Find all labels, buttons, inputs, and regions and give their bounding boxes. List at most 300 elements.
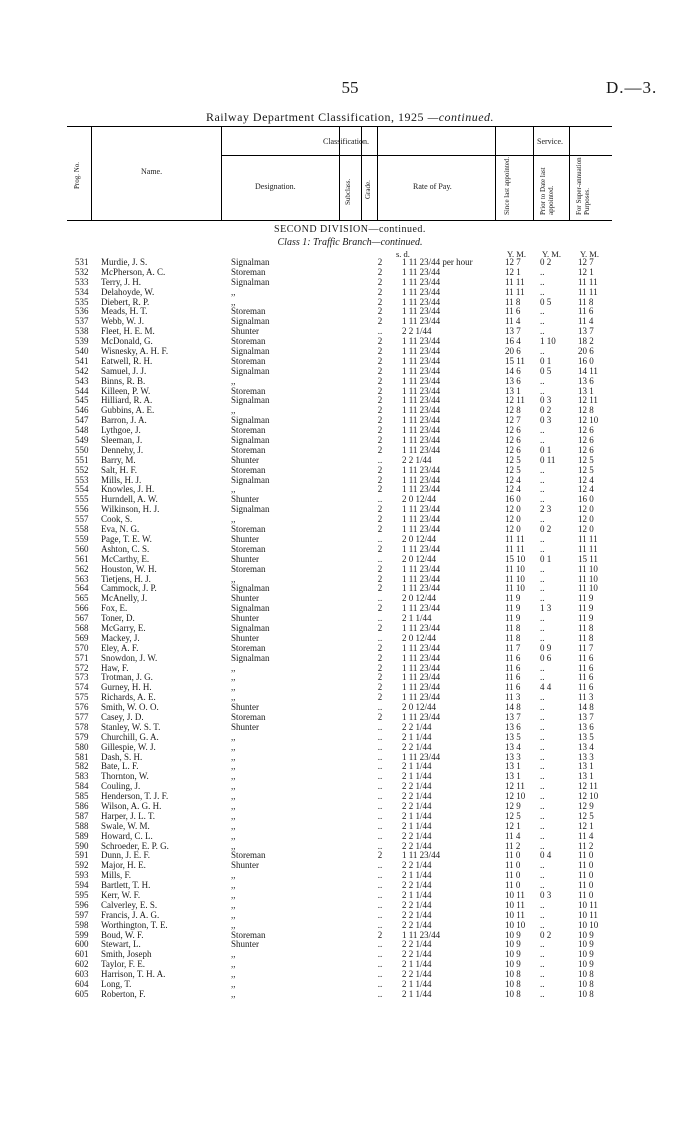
employee-name: Haw, F. <box>101 662 129 673</box>
since-last-appointed: 11 9 <box>505 593 521 604</box>
employee-name: Dennehy, J. <box>101 444 144 455</box>
grade: .. <box>377 741 383 752</box>
employee-name: Wilson, A. G. H. <box>101 800 162 811</box>
prior-to-appointment: .. <box>540 761 545 772</box>
rate-of-pay: 1 11 23/44 <box>402 395 441 406</box>
prog-no: 543 <box>75 375 89 386</box>
units-sd: s. d. <box>396 249 410 259</box>
employee-name: Knowles, J. H. <box>101 484 155 495</box>
since-last-appointed: 11 9 <box>505 613 521 624</box>
prog-no: 593 <box>75 870 89 881</box>
prior-to-appointment: 4 4 <box>540 682 552 693</box>
since-last-appointed: 12 9 <box>505 800 521 811</box>
prog-no: 552 <box>75 464 89 475</box>
employee-name: Couling, J. <box>101 781 141 792</box>
prog-no: 601 <box>75 949 89 960</box>
employee-name: Page, T. E. W. <box>101 533 152 544</box>
superannuation-service: 11 8 <box>578 296 594 307</box>
staff-table <box>0 258 700 1000</box>
employee-name: Kerr, W. F. <box>101 890 141 900</box>
grade: 2 <box>377 296 383 307</box>
rate-of-pay: 2 0 12/44 <box>402 494 437 505</box>
grade: 2 <box>377 306 383 317</box>
grade: .. <box>377 593 383 604</box>
grade: 2 <box>377 365 383 376</box>
grade: 2 <box>377 435 383 446</box>
employee-name: Major, H. E. <box>101 860 146 871</box>
designation: Signalman <box>231 346 270 357</box>
superannuation-service: 11 9 <box>578 593 594 604</box>
prog-no: 574 <box>75 682 89 693</box>
rate-of-pay: 2 2 1/44 <box>402 721 432 732</box>
prog-no: 547 <box>75 415 89 426</box>
grade: .. <box>377 326 383 337</box>
prior-to-appointment: .. <box>540 949 545 960</box>
superannuation-service: 14 11 <box>578 365 598 376</box>
since-last-appointed: 10 8 <box>505 988 521 999</box>
prior-to-appointment: .. <box>540 731 545 742</box>
grade: 2 <box>377 346 383 357</box>
rate-of-pay: 2 1 1/44 <box>402 870 432 881</box>
designation: Signalman <box>231 415 270 426</box>
since-last-appointed: 12 7 <box>505 257 521 267</box>
since-last-appointed: 11 11 <box>505 543 525 554</box>
grade: 2 <box>377 395 383 406</box>
employee-name: Barry, M. <box>101 454 136 465</box>
prog-no: 539 <box>75 336 89 347</box>
superannuation-service: 12 6 <box>578 425 594 436</box>
grade: .. <box>377 761 383 772</box>
employee-name: Swale, W. M. <box>101 820 150 831</box>
rate-of-pay: 1 11 23/44 <box>402 672 441 683</box>
employee-name: Terry, J. H. <box>101 276 142 287</box>
employee-name: Cammock, J. P. <box>101 583 157 594</box>
grade: .. <box>377 899 383 910</box>
rate-of-pay: 1 11 23/44 <box>402 563 441 574</box>
prior-to-appointment: .. <box>540 563 545 574</box>
prior-to-appointment: .. <box>540 632 545 643</box>
since-last-appointed: 12 4 <box>505 484 521 495</box>
designation: ,, <box>231 979 236 990</box>
rate-of-pay: 1 11 23/44 <box>402 692 441 703</box>
rate-of-pay: 1 11 23/44 <box>402 504 441 515</box>
prior-to-appointment: .. <box>540 622 545 633</box>
grade: .. <box>377 632 383 643</box>
grade: .. <box>377 840 383 851</box>
prior-to-appointment: .. <box>540 800 545 811</box>
prog-no: 594 <box>75 880 89 891</box>
grade: 2 <box>377 672 383 683</box>
prior-to-appointment: 0 2 <box>540 929 552 940</box>
grade: .. <box>377 860 383 871</box>
designation: Storeman <box>231 929 266 940</box>
prior-to-appointment: .. <box>540 514 545 525</box>
name-header: Name. <box>141 167 163 176</box>
prog-no: 542 <box>75 365 89 376</box>
since-last-appointed: 12 11 <box>505 781 525 792</box>
designation: Signalman <box>231 652 270 663</box>
prog-no: 535 <box>75 296 89 307</box>
division-heading: SECOND DIVISION—continued. <box>274 224 426 235</box>
prior-to-appointment: .. <box>540 909 545 920</box>
employee-name: Mills, F. <box>101 870 132 881</box>
superannuation-service: 11 7 <box>578 642 594 653</box>
prior-to-appointment: 0 11 <box>540 454 556 465</box>
prog-no: 572 <box>75 662 89 673</box>
grade: .. <box>377 613 383 624</box>
classification-header: Classification. <box>323 137 369 146</box>
since-last-appointed: 11 7 <box>505 642 521 653</box>
superannuation-service: 12 4 <box>578 484 594 495</box>
rate-of-pay: 2 2 1/44 <box>402 880 432 891</box>
prior-to-appointment: .. <box>540 276 545 287</box>
employee-name: Long, T. <box>101 979 132 990</box>
prior-to-appointment: .. <box>540 840 545 851</box>
superannuation-service: 10 11 <box>578 899 598 910</box>
grade: .. <box>377 870 383 881</box>
rate-of-pay: 2 0 12/44 <box>402 702 437 713</box>
employee-name: Churchill, G. A. <box>101 731 159 742</box>
since-last-appointed: 11 6 <box>505 662 521 673</box>
superannuation-service: 12 5 <box>578 464 594 475</box>
designation: Shunter <box>231 632 259 643</box>
running-title <box>0 110 700 125</box>
since-last-appointed: 11 4 <box>505 830 521 841</box>
grade: .. <box>377 909 383 920</box>
superannuation-service: 13 5 <box>578 731 594 742</box>
prior-to-appointment: .. <box>540 820 545 831</box>
grade: 2 <box>377 682 383 693</box>
grade: .. <box>377 553 383 564</box>
superannuation-service: 12 8 <box>578 405 594 416</box>
employee-name: Murdie, J. S. <box>101 257 148 267</box>
designation: Signalman <box>231 583 270 594</box>
grade: 2 <box>377 850 383 861</box>
prior-to-appointment: .. <box>540 326 545 337</box>
grade: .. <box>377 949 383 960</box>
prior-to-appointment: 0 1 <box>540 444 552 455</box>
rate-of-pay: 2 2 1/44 <box>402 939 432 950</box>
superannuation-service: 11 4 <box>578 830 594 841</box>
since-last-appointed: 11 10 <box>505 563 525 574</box>
prog-no: 553 <box>75 474 89 485</box>
since-last-appointed: 11 11 <box>505 286 525 297</box>
prior-to-appointment: .. <box>540 751 545 762</box>
superannuation-service: 11 11 <box>578 533 598 544</box>
since-last-appointed: 11 11 <box>505 533 525 544</box>
superannuation-service: 13 1 <box>578 761 594 772</box>
employee-name: Tietjens, H. J. <box>101 573 151 584</box>
designation: Shunter <box>231 454 259 465</box>
grade: 2 <box>377 257 383 267</box>
prior-to-appointment: .. <box>540 662 545 673</box>
superannuation-service: 11 6 <box>578 682 594 693</box>
employee-name: Toner, D. <box>101 613 135 624</box>
designation: Signalman <box>231 435 270 446</box>
prog-no: 588 <box>75 820 89 831</box>
rate-of-pay: 2 1 1/44 <box>402 890 432 900</box>
superannuation-service: 11 0 <box>578 880 594 891</box>
superannuation-service: 11 10 <box>578 573 598 584</box>
superannuation-service: 12 6 <box>578 435 594 446</box>
rate-of-pay: 1 11 23/44 <box>402 355 441 366</box>
superannuation-service: 13 6 <box>578 375 594 386</box>
prog-no: 598 <box>75 919 89 930</box>
superannuation-service: 11 8 <box>578 632 594 643</box>
rate-of-pay-header: Rate of Pay. <box>413 182 452 191</box>
designation: ,, <box>231 890 236 900</box>
grade: .. <box>377 830 383 841</box>
grade: 2 <box>377 375 383 386</box>
since-last-appointed: 11 3 <box>505 692 521 703</box>
since-last-appointed: 11 8 <box>505 632 521 643</box>
superannuation-service: 13 1 <box>578 385 594 396</box>
designation: Storeman <box>231 336 266 347</box>
employee-name: Mackey, J. <box>101 632 140 643</box>
employee-name: Bartlett, T. H. <box>101 880 151 891</box>
prior-to-appointment: .. <box>540 711 545 722</box>
rate-of-pay: 1 11 23/44 <box>402 682 441 693</box>
employee-name: Wisnesky, A. H. F. <box>101 346 169 357</box>
superannuation-service: 12 1 <box>578 820 594 831</box>
superannuation-service: 11 2 <box>578 840 594 851</box>
designation: Shunter <box>231 613 259 624</box>
superannuation-service: 11 9 <box>578 613 594 624</box>
employee-name: Taylor, F. E. <box>101 959 146 970</box>
document-reference: D.—3. <box>606 78 658 97</box>
employee-name: Calverley, E. S. <box>101 899 158 910</box>
prior-to-appointment: .. <box>540 435 545 446</box>
superannuation-header: For Super-annuation Purposes. <box>575 157 591 215</box>
employee-name: Hilliard, R. A. <box>101 395 153 406</box>
employee-name: Smith, W. O. O. <box>101 702 159 713</box>
since-last-appointed: 11 0 <box>505 870 521 881</box>
prior-to-appointment: .. <box>540 306 545 317</box>
prog-no: 566 <box>75 603 89 614</box>
designation: ,, <box>231 484 236 495</box>
prog-no: 534 <box>75 286 89 297</box>
prog-no: 555 <box>75 494 89 505</box>
prior-to-appointment: .. <box>540 870 545 881</box>
designation: Shunter <box>231 939 259 950</box>
grade: 2 <box>377 573 383 584</box>
grade: 2 <box>377 692 383 703</box>
rate-of-pay: 2 2 1/44 <box>402 909 432 920</box>
rate-of-pay: 1 11 23/44 <box>402 266 441 277</box>
grade: 2 <box>377 405 383 416</box>
employee-name: Salt, H. F. <box>101 464 138 475</box>
since-last-appointed: 11 6 <box>505 672 521 683</box>
since-last-appointed: 11 11 <box>505 276 525 287</box>
employee-name: Meads, H. T. <box>101 306 148 317</box>
since-last-appointed: 12 5 <box>505 464 521 475</box>
grade: .. <box>377 919 383 930</box>
grade: .. <box>377 454 383 465</box>
prior-to-appointment: 0 1 <box>540 553 552 564</box>
prior-to-appointment: 0 2 <box>540 405 552 416</box>
units-ym-prior: Y. M. <box>542 249 561 259</box>
superannuation-service: 10 9 <box>578 939 594 950</box>
grade: 2 <box>377 652 383 663</box>
designation: Storeman <box>231 543 266 554</box>
designation: Shunter <box>231 494 259 505</box>
rate-of-pay: 1 11 23/44 <box>402 652 441 663</box>
prior-to-appointment: .. <box>540 346 545 357</box>
superannuation-service: 13 3 <box>578 751 594 762</box>
since-last-appointed: 10 11 <box>505 909 525 920</box>
designation: ,, <box>231 296 236 307</box>
employee-name: Mills, H. J. <box>101 474 142 485</box>
employee-name: Francis, J. A. G. <box>101 909 160 920</box>
since-last-appointed: 16 4 <box>505 336 521 347</box>
prog-no: 556 <box>75 504 89 515</box>
designation: Shunter <box>231 860 259 871</box>
prog-no: 545 <box>75 395 89 406</box>
grade: .. <box>377 969 383 980</box>
employee-name: Fox, E. <box>101 603 128 614</box>
prior-to-appointment: .. <box>540 316 545 327</box>
designation: Shunter <box>231 702 259 713</box>
employee-name: Harper, J. L. T. <box>101 810 156 821</box>
employee-name: Casey, J. D. <box>101 711 144 722</box>
since-last-appointed: 13 7 <box>505 326 521 337</box>
prog-no: 604 <box>75 979 89 990</box>
prior-to-appointment: .. <box>540 791 545 802</box>
employee-name: Roberton, F. <box>101 988 146 999</box>
prog-no: 548 <box>75 425 89 436</box>
rate-of-pay: 2 2 1/44 <box>402 969 432 980</box>
prog-no: 551 <box>75 454 89 465</box>
rate-of-pay: 1 11 23/44 <box>402 464 441 475</box>
prog-no: 533 <box>75 276 89 287</box>
superannuation-service: 18 2 <box>578 336 594 347</box>
superannuation-service: 13 4 <box>578 741 594 752</box>
designation: Signalman <box>231 474 270 485</box>
prog-no: 567 <box>75 613 89 624</box>
page-number: 55 <box>341 78 359 97</box>
rate-of-pay: 2 1 1/44 <box>402 613 432 624</box>
superannuation-service: 12 11 <box>578 395 598 406</box>
prior-to-appointment: .. <box>540 988 545 999</box>
prior-to-appointment: 1 10 <box>540 336 556 347</box>
since-last-appointed: 15 11 <box>505 355 525 366</box>
since-last-appointed: 12 8 <box>505 405 521 416</box>
rate-of-pay: 2 1 1/44 <box>402 988 432 999</box>
prog-no: 531 <box>75 257 89 267</box>
since-last-appointed: 10 9 <box>505 939 521 950</box>
rate-of-pay: 1 11 23/44 <box>402 425 441 436</box>
rate-of-pay: 2 1 1/44 <box>402 761 432 772</box>
since-last-appointed: 13 1 <box>505 761 521 772</box>
prog-no: 576 <box>75 702 89 713</box>
grade: 2 <box>377 563 383 574</box>
prior-to-appointment: .. <box>540 425 545 436</box>
prior-to-appointment: 0 6 <box>540 652 552 663</box>
prior-to-appointment: .. <box>540 771 545 782</box>
since-last-appointed: 13 1 <box>505 771 521 782</box>
since-last-appointed: 12 0 <box>505 514 521 525</box>
since-last-appointed: 12 6 <box>505 435 521 446</box>
since-last-header: Since last appointed. <box>503 156 511 215</box>
since-last-appointed: 12 11 <box>505 395 525 406</box>
grade: 2 <box>377 415 383 426</box>
grade: 2 <box>377 316 383 327</box>
grade: .. <box>377 702 383 713</box>
rate-of-pay: 2 2 1/44 <box>402 454 432 465</box>
designation: ,, <box>231 771 236 782</box>
prog-no: 596 <box>75 899 89 910</box>
prog-no: 570 <box>75 642 89 653</box>
employee-name: Gurney, H. H. <box>101 682 152 693</box>
superannuation-service: 11 10 <box>578 583 598 594</box>
prior-to-appointment: 0 3 <box>540 890 552 900</box>
rate-of-pay: 2 0 12/44 <box>402 533 437 544</box>
employee-name: Trotman, J. G. <box>101 672 153 683</box>
rate-of-pay: 2 1 1/44 <box>402 820 432 831</box>
rate-of-pay: 1 11 23/44 <box>402 603 441 614</box>
grade: 2 <box>377 642 383 653</box>
prior-to-appointment: .. <box>540 959 545 970</box>
rate-of-pay: 1 11 23/44 <box>402 484 441 495</box>
prior-to-appointment: .. <box>540 474 545 485</box>
designation: Storeman <box>231 642 266 653</box>
superannuation-service: 11 11 <box>578 286 598 297</box>
superannuation-service: 11 6 <box>578 662 594 673</box>
prog-no: 580 <box>75 741 89 752</box>
employee-name: Stanley, W. S. T. <box>101 721 161 732</box>
units-ym-since: Y. M. <box>507 249 526 259</box>
designation: ,, <box>231 909 236 920</box>
grade: .. <box>377 890 383 900</box>
grade: 2 <box>377 484 383 495</box>
prog-no: 538 <box>75 326 89 337</box>
designation: ,, <box>231 791 236 802</box>
prog-no: 583 <box>75 771 89 782</box>
since-last-appointed: 20 6 <box>505 346 521 357</box>
prog-no: 590 <box>75 840 89 851</box>
prior-to-appointment: .. <box>540 702 545 713</box>
designation: ,, <box>231 573 236 584</box>
since-last-appointed: 11 6 <box>505 306 521 317</box>
superannuation-service: 10 8 <box>578 979 594 990</box>
employee-name: McAnelly, J. <box>101 593 148 604</box>
running-title-suffix: —continued. <box>427 110 495 124</box>
designation: ,, <box>231 880 236 891</box>
superannuation-service: 12 11 <box>578 781 598 792</box>
grade: .. <box>377 820 383 831</box>
grade: .. <box>377 939 383 950</box>
prior-to-appointment: .. <box>540 860 545 871</box>
since-last-appointed: 13 5 <box>505 731 521 742</box>
employee-name: Ashton, C. S. <box>101 543 150 554</box>
superannuation-service: 12 0 <box>578 504 594 515</box>
prior-to-appointment: .. <box>540 741 545 752</box>
designation: ,, <box>231 810 236 821</box>
superannuation-service: 12 5 <box>578 454 594 465</box>
employee-name: McCarthy, E. <box>101 553 150 564</box>
prog-no: 550 <box>75 444 89 455</box>
rate-of-pay: 2 2 1/44 <box>402 830 432 841</box>
rate-of-pay: 1 11 23/44 <box>402 474 441 485</box>
grade: .. <box>377 810 383 821</box>
employee-name: McPherson, A. C. <box>101 266 166 277</box>
prior-to-appointment: 0 9 <box>540 642 552 653</box>
grade: 2 <box>377 355 383 366</box>
since-last-appointed: 12 10 <box>505 791 526 802</box>
running-title-text: Railway Department Classification, 1925 <box>205 110 425 124</box>
designation: Shunter <box>231 533 259 544</box>
since-last-appointed: 12 7 <box>505 415 521 426</box>
